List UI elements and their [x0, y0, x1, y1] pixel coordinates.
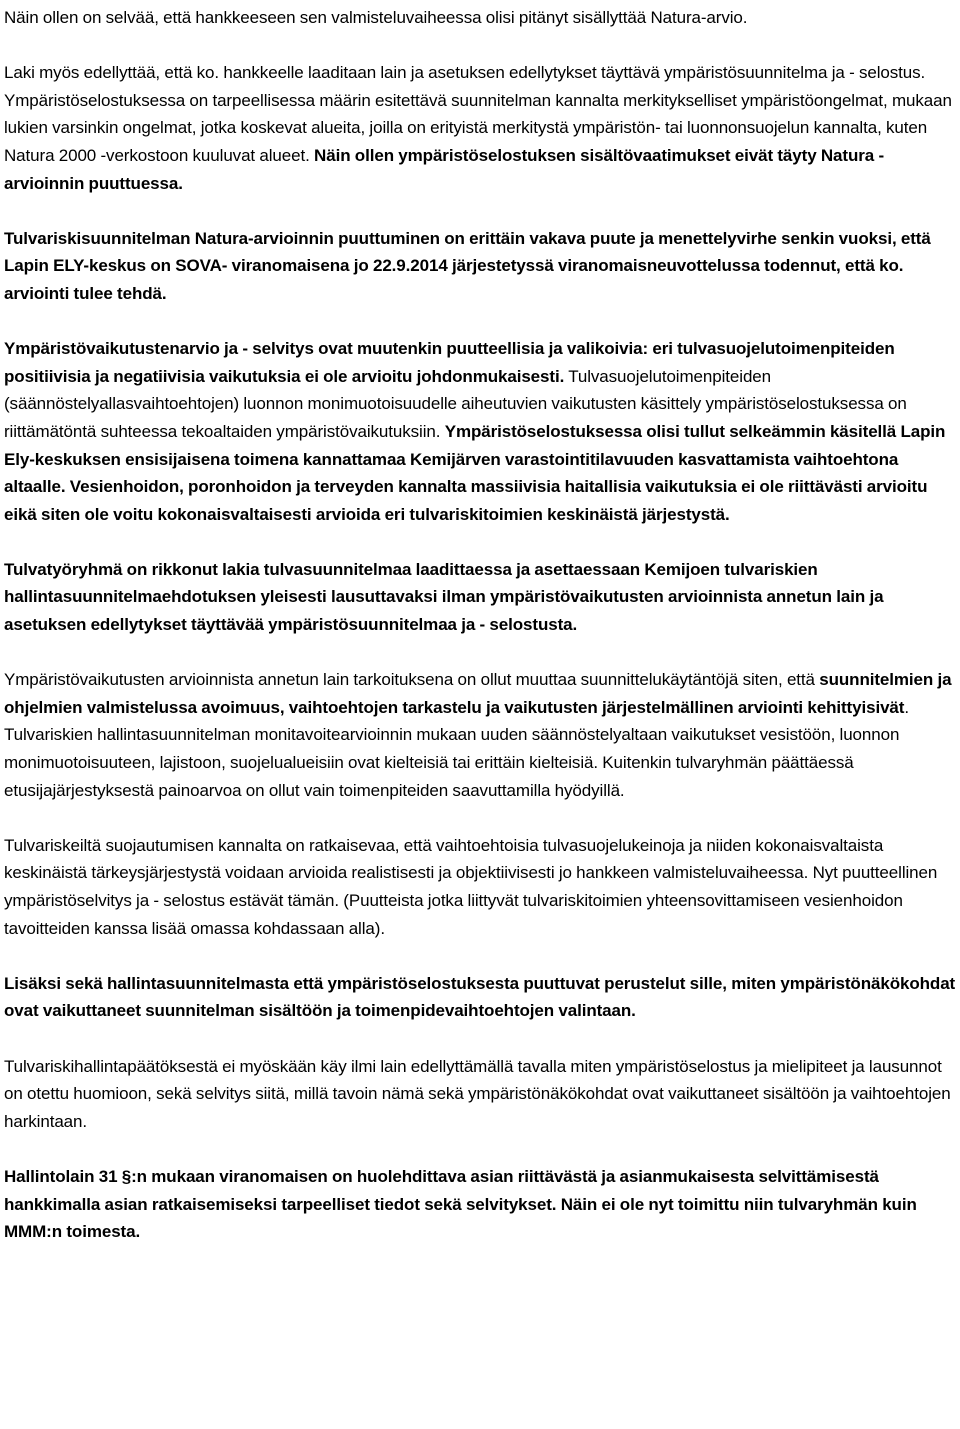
- paragraph-emphasis: Ympäristöselostuksessa olisi tullut selkeämmin käsitellä Lapin Ely-keskuksen ensisijaisena toimena kannattamaa Kemijärven varastointitilavuuden kasvattamista vaihtoehtona altaalle. Vesienhoidon, poronhoidon ja terveyden kannalta massiivisia haitallisia vaikutuksia ei ole riittävästi arvioitu eikä siten ole voitu kokonaisvaltaisesti arvioida eri tulvariskitoimien keskinäistä järjestystä.: [4, 421, 946, 524]
- paragraph-missing-justification: Lisäksi sekä hallintasuunnitelmasta että ympäristöselostuksesta puuttuvat perustelut sille, miten ympäristönäkökohdat ovat vaikuttaneet suunnitelman sisältöön ja toimenpidevaihtoehtojen valintaan.: [4, 973, 956, 1021]
- paragraph-text: . Tulvariskien hallintasuunnitelman monitavoitearvioinnin mukaan uuden säännöstelyaltaan vaikutukset vesistöön, luonnon monimuotoisuuteen, lajistoon, suojelualueisiin ovat kielteisiä tai erittäin kielteisiä. Kuitenkin tulvaryhmän päättäessä etusijajärjestyksestä painoarvoa on ollut vain toimenpiteiden saavuttamilla hyödyillä.: [4, 697, 909, 800]
- paragraph-impact-assessment: [4, 335, 958, 528]
- paragraph-alternatives: Tulvariskeiltä suojautumisen kannalta on ratkaisevaa, että vaihtoehtoisia tulvasuojelukeinoja ja niiden kokonaisvaltaista keskinäistä tärkeysjärjestystä voidaan arvioida realistisesti ja objektiivisesti jo hankkeen valmisteluvaiheessa. Nyt puutteellinen ympäristöselvitys ja - selostus estävät tämän. (Puutteista jotka liittyvät tulvariskitoimien yhteensovittamiseen vesienhoidon tavoitteiden kanssa lisää omassa kohdassaan alla).: [4, 835, 938, 938]
- paragraph-natura-requirement: Näin ollen on selvää, että hankkeeseen sen valmisteluvaiheessa olisi pitänyt sisällyttää Natura-arvio.: [4, 8, 748, 27]
- paragraph-emphasis: suunnitelmien ja ohjelmien valmistelussa avoimuus, vaihtoehtojen tarkastelu ja vaikutusten järjestelmällinen arviointi kehittyisivät: [4, 670, 952, 717]
- paragraph-emphasis: Ympäristövaikutustenarvio ja - selvitys ovat muutenkin puutteellisia ja valikoivia: eri tulvasuojelutoimenpiteiden positiivisia ja negatiivisia vaikutuksia ei ole arvioitu johdonmukaisesti.: [4, 339, 895, 386]
- paragraph-decision-shortcomings: Tulvariskihallintapäätöksestä ei myöskään käy ilmi lain edellyttämällä tavalla miten ympäristöselostus ja mielipiteet ja lausunnot on otettu huomioon, sekä selvitys siitä, millä tavoin nämä sekä ympäristönäkökohdat ovat vaikuttaneet sisältöön ja vaihtoehtojen harkintaan.: [4, 1056, 951, 1131]
- paragraph-environmental-plan-law: [4, 59, 958, 197]
- paragraph-text: Tulvasuojelutoimenpiteiden (säännöstelyallasvaihtoehtojen) luonnon monimuotoisuudelle aiheutuvien vaikutusten käsittely ympäristöselostuksessa on riittämätöntä suhteessa tekoaltaiden ympäristövaikutuksiin.: [4, 366, 907, 441]
- document-page: [4, 4, 958, 1246]
- paragraph-eia-purpose: [4, 666, 958, 804]
- paragraph-procedural-error: Tulvariskisuunnitelman Natura-arvioinnin puuttuminen on erittäin vakava puute ja menettelyvirhe senkin vuoksi, että Lapin ELY-keskus on SOVA- viranomaisena jo 22.9.2014 järjestetyssä viranomaisneuvottelussa todennut, että ko. arviointi tulee tehdä.: [4, 228, 931, 303]
- paragraph-administrative-procedure: Hallintolain 31 §:n mukaan viranomaisen on huolehdittava asian riittävästä ja asianmukaisesta selvittämisestä hankkimalla asian ratkaisemiseksi tarpeelliset tiedot sekä selvitykset. Näin ei ole nyt toimittu niin tulvaryhmän kuin MMM:n toimesta.: [4, 1166, 917, 1242]
- paragraph-law-violation: Tulvatyöryhmä on rikkonut lakia tulvasuunnitelmaa laadittaessa ja asettaessaan Kemijoen tulvariskien hallintasuunnitelmaehdotuksen yleisesti lausuttavaksi ilman ympäristövaikutusten arvioinnista annetun lain ja asetuksen edellytykset täyttävää ympäristösuunnitelmaa ja - selostusta.: [4, 559, 884, 635]
- paragraph-text: Laki myös edellyttää, että ko. hankkeelle laaditaan lain ja asetuksen edellytykset täyttävä ympäristösuunnitelma ja - selostus. Ympäristöselostuksessa on tarpeellisessa määrin esitettävä suunnitelman kannalta merkitykselliset ympäristöongelmat, mukaan lukien varsinkin ongelmat, jotka koskevat alueita, joilla on erityistä merkitystä ympäristön- tai luonnonsuojelun kannalta, kuten Natura 2000 -verkostoon kuuluvat alueet.: [4, 63, 952, 165]
- paragraph-text: Ympäristövaikutusten arvioinnista annetun lain tarkoituksena on ollut muuttaa suunnittelukäytäntöjä siten, että: [4, 670, 820, 690]
- paragraph-emphasis: Näin ollen ympäristöselostuksen sisältövaatimukset eivät täyty Natura -arvioinnin puuttuessa.: [4, 145, 885, 193]
